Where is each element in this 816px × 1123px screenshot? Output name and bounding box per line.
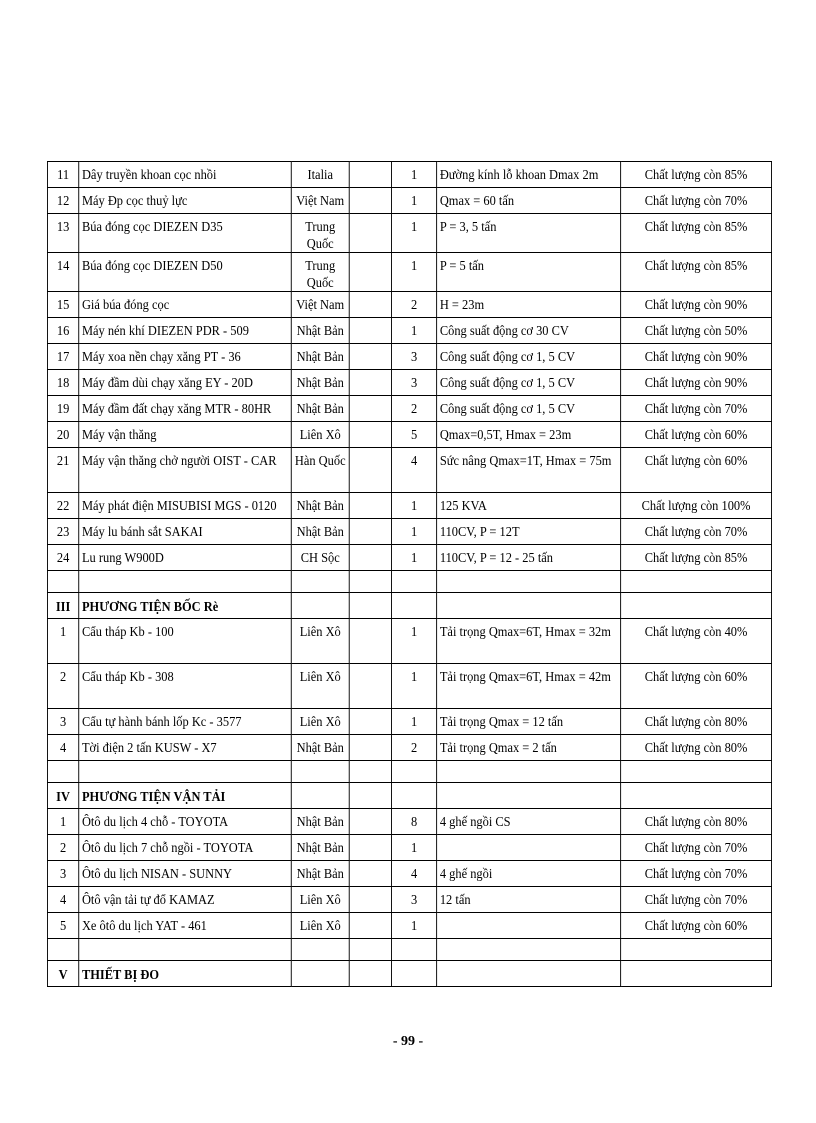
table-row — [47, 913, 771, 939]
row-number: 4 — [47, 735, 78, 761]
blank-cell — [621, 761, 772, 783]
equipment-name: Dây truyền khoan cọc nhồi — [79, 162, 292, 188]
blank-cell — [291, 761, 349, 783]
origin-country: Trung Quốc — [291, 253, 349, 292]
table-row — [47, 370, 771, 396]
quality-status: Chất lượng còn 70% — [621, 861, 772, 887]
blank-cell — [349, 571, 391, 593]
blank-cell — [79, 939, 292, 961]
blank-cell — [437, 571, 621, 593]
blank-cell — [349, 344, 391, 370]
equipment-name: Xe ôtô du lịch YAT - 461 — [79, 913, 292, 939]
equipment-name: Cẩu tháp Kb - 100 — [79, 619, 292, 664]
table-row — [47, 545, 771, 571]
section-number: III — [47, 593, 78, 619]
blank-cell — [392, 939, 437, 961]
quantity: 1 — [392, 545, 437, 571]
row-number: 1 — [47, 809, 78, 835]
blank-cell — [437, 761, 621, 783]
blank-cell — [392, 961, 437, 987]
specification: Đường kính lỗ khoan Dmax 2m — [437, 162, 621, 188]
specification: P = 3, 5 tấn — [437, 214, 621, 253]
quantity: 1 — [392, 913, 437, 939]
equipment-name: Ôtô du lịch 4 chỗ - TOYOTA — [79, 809, 292, 835]
origin-country: Trung Quốc — [291, 214, 349, 253]
origin-country: Nhật Bản — [291, 344, 349, 370]
blank-cell — [392, 761, 437, 783]
quality-status: Chất lượng còn 70% — [621, 519, 772, 545]
quantity: 1 — [392, 253, 437, 292]
quality-status: Chất lượng còn 100% — [621, 493, 772, 519]
quality-status: Chất lượng còn 80% — [621, 735, 772, 761]
origin-country: Hàn Quốc — [291, 448, 349, 493]
quantity: 1 — [392, 519, 437, 545]
specification: H = 23m — [437, 292, 621, 318]
quantity: 8 — [392, 809, 437, 835]
blank-cell — [621, 593, 772, 619]
table-row — [47, 809, 771, 835]
row-number: 17 — [47, 344, 78, 370]
equipment-name: Cẩu tự hành bánh lốp Kc - 3577 — [79, 709, 292, 735]
origin-country: Nhật Bản — [291, 835, 349, 861]
blank-cell — [621, 783, 772, 809]
quantity: 1 — [392, 318, 437, 344]
quality-status: Chất lượng còn 90% — [621, 292, 772, 318]
row-number: 15 — [47, 292, 78, 318]
row-number: 16 — [47, 318, 78, 344]
blank-cell — [349, 783, 391, 809]
specification: Tải trọng Qmax = 12 tấn — [437, 709, 621, 735]
origin-country: Nhật Bản — [291, 493, 349, 519]
blank-cell — [349, 162, 391, 188]
table-row — [47, 422, 771, 448]
table-row — [47, 253, 771, 292]
specification: Công suất động cơ 1, 5 CV — [437, 396, 621, 422]
specification: Tải trọng Qmax=6T, Hmax = 32m — [437, 619, 621, 664]
row-number: 23 — [47, 519, 78, 545]
quantity: 1 — [392, 162, 437, 188]
blank-cell — [349, 448, 391, 493]
blank-cell — [437, 961, 621, 987]
specification — [437, 835, 621, 861]
blank-cell — [349, 214, 391, 253]
equipment-name: Máy đầm dùi chạy xăng EY - 20D — [79, 370, 292, 396]
section-header-row — [47, 961, 771, 987]
blank-cell — [349, 913, 391, 939]
quality-status: Chất lượng còn 85% — [621, 545, 772, 571]
specification: Tải trọng Qmax=6T, Hmax = 42m — [437, 664, 621, 709]
origin-country: Việt Nam — [291, 292, 349, 318]
blank-cell — [349, 619, 391, 664]
quality-status: Chất lượng còn 70% — [621, 396, 772, 422]
empty-row — [47, 571, 771, 593]
table-row — [47, 448, 771, 493]
table-row — [47, 214, 771, 253]
origin-country: Liên Xô — [291, 619, 349, 664]
origin-country: Nhật Bản — [291, 809, 349, 835]
equipment-table-body — [47, 162, 771, 987]
quantity: 3 — [392, 370, 437, 396]
specification: Tải trọng Qmax = 2 tấn — [437, 735, 621, 761]
blank-cell — [437, 593, 621, 619]
specification: 12 tấn — [437, 887, 621, 913]
row-number: 18 — [47, 370, 78, 396]
row-number: 11 — [47, 162, 78, 188]
blank-cell — [349, 292, 391, 318]
blank-cell — [79, 761, 292, 783]
section-header-row — [47, 783, 771, 809]
blank-cell — [291, 571, 349, 593]
blank-cell — [291, 783, 349, 809]
quantity: 1 — [392, 664, 437, 709]
row-number: 21 — [47, 448, 78, 493]
blank-cell — [349, 709, 391, 735]
equipment-name: Máy phát điện MISUBISI MGS - 0120 — [79, 493, 292, 519]
equipment-name: Máy đầm đất chạy xăng MTR - 80HR — [79, 396, 292, 422]
blank-cell — [291, 939, 349, 961]
equipment-table — [47, 161, 772, 987]
table-row — [47, 493, 771, 519]
blank-cell — [392, 571, 437, 593]
equipment-name: Búa đóng cọc DIEZEN D35 — [79, 214, 292, 253]
section-title: PHƯƠNG TIỆN BỐC Rè — [79, 593, 292, 619]
quality-status: Chất lượng còn 60% — [621, 913, 772, 939]
equipment-name: Ôtô du lịch NISAN - SUNNY — [79, 861, 292, 887]
section-header-row — [47, 593, 771, 619]
blank-cell — [621, 571, 772, 593]
quality-status: Chất lượng còn 70% — [621, 188, 772, 214]
specification: 4 ghế ngồi CS — [437, 809, 621, 835]
section-number: IV — [47, 783, 78, 809]
blank-cell — [392, 783, 437, 809]
quality-status: Chất lượng còn 70% — [621, 887, 772, 913]
blank-cell — [291, 961, 349, 987]
origin-country: Liên Xô — [291, 709, 349, 735]
row-number: 2 — [47, 835, 78, 861]
blank-cell — [291, 593, 349, 619]
row-number: 14 — [47, 253, 78, 292]
quality-status: Chất lượng còn 60% — [621, 422, 772, 448]
origin-country: Nhật Bản — [291, 370, 349, 396]
quantity: 1 — [392, 493, 437, 519]
equipment-name: Máy vận thăng — [79, 422, 292, 448]
blank-cell — [392, 593, 437, 619]
row-number: 3 — [47, 709, 78, 735]
table-row — [47, 664, 771, 709]
table-row — [47, 619, 771, 664]
table-row — [47, 709, 771, 735]
table-row — [47, 735, 771, 761]
section-title: THIẾT BỊ ĐO — [79, 961, 292, 987]
row-number: 13 — [47, 214, 78, 253]
specification: Qmax=0,5T, Hmax = 23m — [437, 422, 621, 448]
row-number: 4 — [47, 887, 78, 913]
origin-country: Nhật Bản — [291, 861, 349, 887]
section-number: V — [47, 961, 78, 987]
blank-cell — [349, 253, 391, 292]
origin-country: Nhật Bản — [291, 396, 349, 422]
table-row — [47, 318, 771, 344]
equipment-name: Giá búa đóng cọc — [79, 292, 292, 318]
origin-country: CH Sộc — [291, 545, 349, 571]
blank-cell — [349, 939, 391, 961]
quality-status: Chất lượng còn 90% — [621, 344, 772, 370]
blank-cell — [47, 761, 78, 783]
quantity: 1 — [392, 188, 437, 214]
quality-status: Chất lượng còn 80% — [621, 809, 772, 835]
row-number: 20 — [47, 422, 78, 448]
blank-cell — [349, 664, 391, 709]
equipment-name: Ôtô vận tải tự đổ KAMAZ — [79, 887, 292, 913]
blank-cell — [349, 188, 391, 214]
quantity: 2 — [392, 735, 437, 761]
blank-cell — [349, 396, 391, 422]
quantity: 5 — [392, 422, 437, 448]
blank-cell — [349, 887, 391, 913]
row-number: 2 — [47, 664, 78, 709]
equipment-name: Máy nén khí DIEZEN PDR - 509 — [79, 318, 292, 344]
quality-status: Chất lượng còn 85% — [621, 214, 772, 253]
table-row — [47, 344, 771, 370]
table-row — [47, 396, 771, 422]
blank-cell — [349, 370, 391, 396]
origin-country: Liên Xô — [291, 422, 349, 448]
blank-cell — [349, 493, 391, 519]
specification: P = 5 tấn — [437, 253, 621, 292]
specification: 4 ghế ngồi — [437, 861, 621, 887]
blank-cell — [349, 761, 391, 783]
row-number: 3 — [47, 861, 78, 887]
blank-cell — [349, 422, 391, 448]
equipment-name: Máy lu bánh sắt SAKAI — [79, 519, 292, 545]
row-number: 1 — [47, 619, 78, 664]
blank-cell — [349, 318, 391, 344]
equipment-name: Máy xoa nền chạy xăng PT - 36 — [79, 344, 292, 370]
blank-cell — [349, 861, 391, 887]
specification: 110CV, P = 12T — [437, 519, 621, 545]
specification: Sức nâng Qmax=1T, Hmax = 75m — [437, 448, 621, 493]
quantity: 4 — [392, 861, 437, 887]
quantity: 2 — [392, 292, 437, 318]
blank-cell — [621, 939, 772, 961]
empty-row — [47, 761, 771, 783]
blank-cell — [349, 809, 391, 835]
table-row — [47, 861, 771, 887]
table-row — [47, 835, 771, 861]
quantity: 3 — [392, 344, 437, 370]
specification: 110CV, P = 12 - 25 tấn — [437, 545, 621, 571]
blank-cell — [349, 961, 391, 987]
quality-status: Chất lượng còn 85% — [621, 162, 772, 188]
blank-cell — [437, 783, 621, 809]
quantity: 1 — [392, 619, 437, 664]
row-number: 24 — [47, 545, 78, 571]
origin-country: Liên Xô — [291, 913, 349, 939]
equipment-name: Máy vận thăng chở người OIST - CAR — [79, 448, 292, 493]
quantity: 3 — [392, 887, 437, 913]
quality-status: Chất lượng còn 50% — [621, 318, 772, 344]
specification: 125 KVA — [437, 493, 621, 519]
table-row — [47, 162, 771, 188]
page-number: - 99 - — [392, 1034, 424, 1049]
table-row — [47, 519, 771, 545]
specification: Công suất động cơ 1, 5 CV — [437, 370, 621, 396]
table-row — [47, 292, 771, 318]
equipment-name: Ôtô du lịch 7 chỗ ngồi - TOYOTA — [79, 835, 292, 861]
table-row — [47, 887, 771, 913]
blank-cell — [349, 593, 391, 619]
blank-cell — [621, 961, 772, 987]
quality-status: Chất lượng còn 85% — [621, 253, 772, 292]
origin-country: Liên Xô — [291, 887, 349, 913]
quality-status: Chất lượng còn 80% — [621, 709, 772, 735]
table-row — [47, 188, 771, 214]
row-number: 12 — [47, 188, 78, 214]
specification: Qmax = 60 tấn — [437, 188, 621, 214]
origin-country: Nhật Bản — [291, 519, 349, 545]
row-number: 5 — [47, 913, 78, 939]
equipment-name: Máy Đp cọc thuỷ lực — [79, 188, 292, 214]
origin-country: Nhật Bản — [291, 318, 349, 344]
quality-status: Chất lượng còn 60% — [621, 448, 772, 493]
quantity: 1 — [392, 835, 437, 861]
specification: Công suất động cơ 30 CV — [437, 318, 621, 344]
blank-cell — [349, 519, 391, 545]
equipment-name: Tời điện 2 tấn KUSW - X7 — [79, 735, 292, 761]
empty-row — [47, 939, 771, 961]
blank-cell — [349, 545, 391, 571]
origin-country: Liên Xô — [291, 664, 349, 709]
quantity: 1 — [392, 214, 437, 253]
quality-status: Chất lượng còn 40% — [621, 619, 772, 664]
origin-country: Việt Nam — [291, 188, 349, 214]
specification: Công suất động cơ 1, 5 CV — [437, 344, 621, 370]
quality-status: Chất lượng còn 60% — [621, 664, 772, 709]
quantity: 1 — [392, 709, 437, 735]
quality-status: Chất lượng còn 70% — [621, 835, 772, 861]
quantity: 2 — [392, 396, 437, 422]
blank-cell — [437, 939, 621, 961]
equipment-name: Búa đóng cọc DIEZEN D50 — [79, 253, 292, 292]
blank-cell — [79, 571, 292, 593]
section-title: PHƯƠNG TIỆN VẬN TẢI — [79, 783, 292, 809]
blank-cell — [47, 939, 78, 961]
specification — [437, 913, 621, 939]
origin-country: Nhật Bản — [291, 735, 349, 761]
quantity: 4 — [392, 448, 437, 493]
blank-cell — [349, 835, 391, 861]
equipment-name: Cẩu tháp Kb - 308 — [79, 664, 292, 709]
blank-cell — [349, 735, 391, 761]
row-number: 22 — [47, 493, 78, 519]
origin-country: Italia — [291, 162, 349, 188]
equipment-name: Lu rung W900D — [79, 545, 292, 571]
row-number: 19 — [47, 396, 78, 422]
blank-cell — [47, 571, 78, 593]
quality-status: Chất lượng còn 90% — [621, 370, 772, 396]
